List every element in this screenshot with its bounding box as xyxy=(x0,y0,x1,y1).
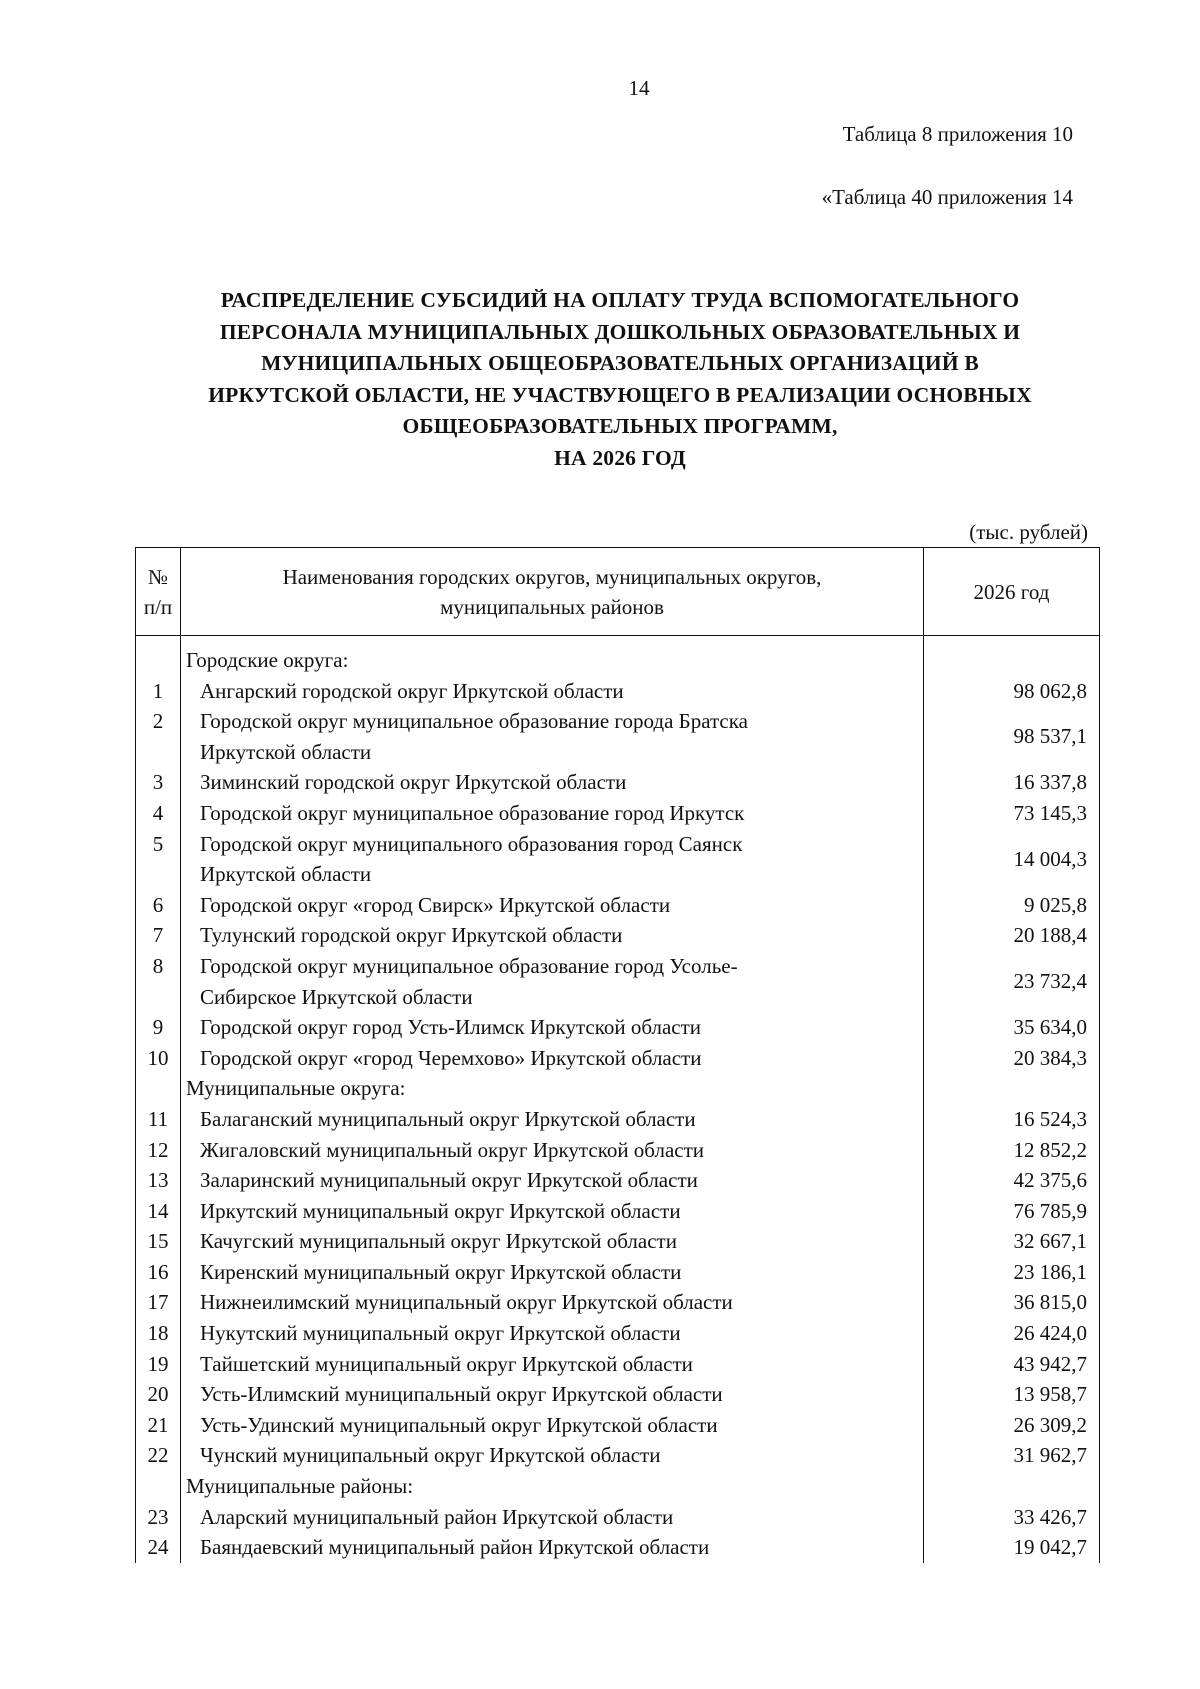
name-line: Качугский муниципальный округ Иркутской области xyxy=(200,1229,677,1254)
row-number: 17 xyxy=(136,1287,181,1318)
name-line: Иркутской области xyxy=(200,862,372,887)
name-line: Нукутский муниципальный округ Иркутской области xyxy=(200,1321,681,1346)
table-row xyxy=(136,1532,1100,1563)
table-row xyxy=(136,1410,1100,1441)
subsidy-value: 35 634,0 xyxy=(924,1012,1100,1043)
group-heading xyxy=(181,643,924,676)
table-row xyxy=(136,1012,1100,1043)
table-row xyxy=(136,1165,1100,1196)
header-name-line: Наименования городских округов, муниципальных округов, xyxy=(282,564,822,589)
municipality-name xyxy=(181,1379,924,1410)
table-row xyxy=(136,1349,1100,1380)
row-number: 6 xyxy=(136,890,181,921)
table-row xyxy=(136,1379,1100,1410)
header-name-line: муниципальных районов xyxy=(440,594,664,619)
table-row xyxy=(136,890,1100,921)
table-row xyxy=(136,1440,1100,1471)
row-number: 1 xyxy=(136,676,181,707)
name-line: Зиминский городской округ Иркутской области xyxy=(200,770,627,795)
subsidy-value: 98 062,8 xyxy=(924,676,1100,707)
municipality-name xyxy=(181,798,924,829)
title-line: ПЕРСОНАЛА МУНИЦИПАЛЬНЫХ ДОШКОЛЬНЫХ ОБРАЗОВАТЕЛЬНЫХ И xyxy=(219,319,1021,344)
row-number: 23 xyxy=(136,1502,181,1533)
municipality-name xyxy=(181,1196,924,1227)
row-number: 2 xyxy=(136,706,181,767)
table-row xyxy=(136,798,1100,829)
name-line: Городской округ «город Черемхово» Иркутской области xyxy=(200,1045,702,1070)
municipality-name xyxy=(181,676,924,707)
subsidy-value: 26 424,0 xyxy=(924,1318,1100,1349)
subsidy-value: 16 337,8 xyxy=(924,767,1100,798)
subsidy-value: 9 025,8 xyxy=(924,890,1100,921)
header-number-symbol: № xyxy=(147,564,169,589)
subsidy-value: 20 188,4 xyxy=(924,920,1100,951)
name-line: Усть-Удинский муниципальный округ Иркутской области xyxy=(200,1412,718,1437)
name-line: Балаганский муниципальный округ Иркутской области xyxy=(200,1106,696,1131)
group-heading-row xyxy=(136,1471,1100,1502)
name-line: Баяндаевский муниципальный район Иркутской области xyxy=(200,1535,710,1560)
subsidy-table xyxy=(135,547,1100,1563)
subsidy-value: 23 186,1 xyxy=(924,1257,1100,1288)
table-row xyxy=(136,1257,1100,1288)
row-number: 16 xyxy=(136,1257,181,1288)
subsidy-value: 26 309,2 xyxy=(924,1410,1100,1441)
table-header-row xyxy=(136,548,1100,636)
row-number: 15 xyxy=(136,1226,181,1257)
table-row xyxy=(136,1043,1100,1074)
subsidy-value: 42 375,6 xyxy=(924,1165,1100,1196)
municipality-name xyxy=(181,1135,924,1166)
municipality-name xyxy=(181,1502,924,1533)
name-line: Киренский муниципальный округ Иркутской области xyxy=(200,1259,682,1284)
table-row xyxy=(136,920,1100,951)
municipality-name xyxy=(181,1318,924,1349)
name-line: Тулунский городской округ Иркутской области xyxy=(200,923,623,948)
row-number: 5 xyxy=(136,829,181,890)
subsidy-value: 73 145,3 xyxy=(924,798,1100,829)
row-number: 4 xyxy=(136,798,181,829)
name-line: Муниципальные округа: xyxy=(186,1076,406,1101)
name-line: Городской округ город Усть-Илимск Иркутской области xyxy=(200,1015,702,1040)
municipality-name xyxy=(181,829,924,890)
row-number: 10 xyxy=(136,1043,181,1074)
table-row xyxy=(136,1502,1100,1533)
name-line: Заларинский муниципальный округ Иркутской области xyxy=(200,1168,698,1193)
municipality-name xyxy=(181,1532,924,1563)
name-line: Городской округ «город Свирск» Иркутской области xyxy=(200,892,671,917)
row-number: 18 xyxy=(136,1318,181,1349)
group-heading xyxy=(181,1471,924,1502)
header-number-abbr: п/п xyxy=(143,594,173,619)
row-number: 19 xyxy=(136,1349,181,1380)
subsidy-value: 33 426,7 xyxy=(924,1502,1100,1533)
group-heading-row xyxy=(136,643,1100,676)
original-table-reference: «Таблица 40 приложения 14 xyxy=(821,185,1073,209)
title-line: ОБЩЕОБРАЗОВАТЕЛЬНЫХ ПРОГРАММ, xyxy=(402,414,838,438)
row-number: 12 xyxy=(136,1135,181,1166)
subsidy-value: 43 942,7 xyxy=(924,1349,1100,1380)
municipality-name xyxy=(181,706,924,767)
municipality-name xyxy=(181,1287,924,1318)
name-line: Городской округ муниципальное образование город Усолье- xyxy=(200,953,738,978)
subsidy-value: 23 732,4 xyxy=(924,951,1100,1012)
table-row xyxy=(136,676,1100,707)
table-row xyxy=(136,1104,1100,1135)
table-row xyxy=(136,1196,1100,1227)
municipality-name xyxy=(181,890,924,921)
row-number: 13 xyxy=(136,1165,181,1196)
municipality-name xyxy=(181,1104,924,1135)
title-line: РАСПРЕДЕЛЕНИЕ СУБСИДИЙ НА ОПЛАТУ ТРУДА ВСПОМОГАТЕЛЬНОГО xyxy=(220,288,1020,312)
row-number: 24 xyxy=(136,1532,181,1563)
municipality-name xyxy=(181,1410,924,1441)
row-number: 11 xyxy=(136,1104,181,1135)
name-line: Городской округ муниципальное образование город Иркутск xyxy=(200,800,745,825)
name-line: Жигаловский муниципальный округ Иркутской области xyxy=(200,1137,705,1162)
name-line: Иркутский муниципальный округ Иркутской области xyxy=(200,1198,681,1223)
name-line: Ангарский городской округ Иркутской области xyxy=(200,678,624,703)
name-line: Городской округ муниципальное образование города Братска xyxy=(200,709,748,734)
name-line: Тайшетский муниципальный округ Иркутской области xyxy=(200,1351,693,1376)
subsidy-value: 98 537,1 xyxy=(924,706,1100,767)
group-heading-row xyxy=(136,1073,1100,1104)
name-line: Иркутской области xyxy=(200,739,372,764)
name-line: Аларский муниципальный район Иркутской области xyxy=(200,1504,674,1529)
municipality-name xyxy=(181,767,924,798)
table-row xyxy=(136,706,1100,767)
table-body xyxy=(136,636,1100,1563)
name-line: Сибирское Иркутской области xyxy=(200,984,473,1009)
row-number: 20 xyxy=(136,1379,181,1410)
subsidy-value: 36 815,0 xyxy=(924,1287,1100,1318)
municipality-name xyxy=(181,1257,924,1288)
subsidy-value: 31 962,7 xyxy=(924,1440,1100,1471)
municipality-name xyxy=(181,1165,924,1196)
subsidy-value: 16 524,3 xyxy=(924,1104,1100,1135)
row-number: 9 xyxy=(136,1012,181,1043)
table-row xyxy=(136,951,1100,1012)
header-spacer xyxy=(136,636,1100,644)
title-line: НА 2026 ГОД xyxy=(554,445,686,470)
header-name xyxy=(181,548,924,636)
subsidy-value: 19 042,7 xyxy=(924,1532,1100,1563)
municipality-name xyxy=(181,920,924,951)
municipality-name xyxy=(181,1043,924,1074)
name-line: Городской округ муниципального образования город Саянск xyxy=(200,831,743,856)
subsidy-value: 12 852,2 xyxy=(924,1135,1100,1166)
subsidy-value: 20 384,3 xyxy=(924,1043,1100,1074)
subsidy-value: 13 958,7 xyxy=(924,1379,1100,1410)
table-reference: Таблица 8 приложения 10 xyxy=(842,122,1073,146)
table-row xyxy=(136,1226,1100,1257)
table-row xyxy=(136,1135,1100,1166)
row-number: 8 xyxy=(136,951,181,1012)
header-number xyxy=(136,548,181,636)
name-line: Муниципальные районы: xyxy=(186,1474,414,1499)
municipality-name xyxy=(181,1349,924,1380)
municipality-name xyxy=(181,1440,924,1471)
subsidy-value: 32 667,1 xyxy=(924,1226,1100,1257)
row-number: 7 xyxy=(136,920,181,951)
units-note: (тыс. рублей) xyxy=(969,520,1088,544)
name-line: Городские округа: xyxy=(186,648,349,672)
table-row xyxy=(136,1318,1100,1349)
name-line: Чунский муниципальный округ Иркутской области xyxy=(200,1443,661,1468)
row-number: 21 xyxy=(136,1410,181,1441)
title-line: ИРКУТСКОЙ ОБЛАСТИ, НЕ УЧАСТВУЮЩЕГО В РЕАЛИЗАЦИИ ОСНОВНЫХ xyxy=(208,382,1032,407)
group-heading xyxy=(181,1073,924,1104)
subsidy-value: 14 004,3 xyxy=(924,829,1100,890)
page-number: 14 xyxy=(628,76,650,100)
municipality-name xyxy=(181,951,924,1012)
row-number: 22 xyxy=(136,1440,181,1471)
row-number: 3 xyxy=(136,767,181,798)
row-number: 14 xyxy=(136,1196,181,1227)
header-year: 2026 год xyxy=(924,548,1100,636)
document-title xyxy=(120,285,1120,474)
subsidy-value: 76 785,9 xyxy=(924,1196,1100,1227)
table-row xyxy=(136,1287,1100,1318)
table-row xyxy=(136,767,1100,798)
table-row xyxy=(136,829,1100,890)
municipality-name xyxy=(181,1012,924,1043)
municipality-name xyxy=(181,1226,924,1257)
title-line: МУНИЦИПАЛЬНЫХ ОБЩЕОБРАЗОВАТЕЛЬНЫХ ОРГАНИЗАЦИЙ В xyxy=(261,351,979,375)
name-line: Усть-Илимский муниципальный округ Иркутской области xyxy=(200,1382,723,1407)
name-line: Нижнеилимский муниципальный округ Иркутской области xyxy=(200,1290,733,1315)
